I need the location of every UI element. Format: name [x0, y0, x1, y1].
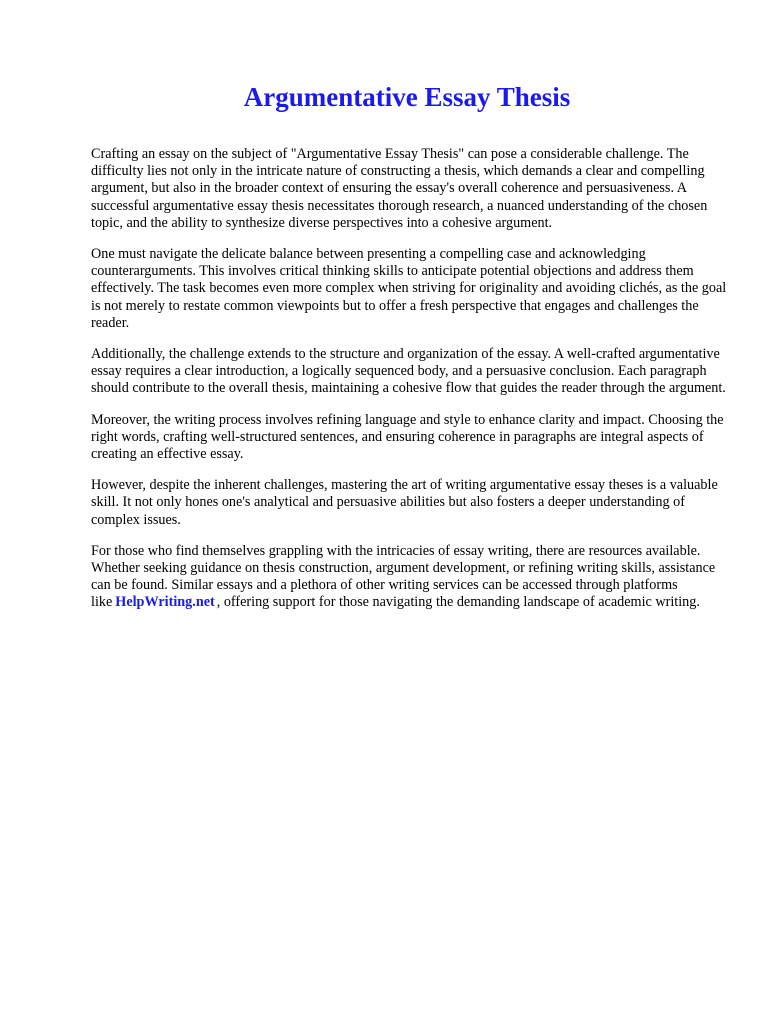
paragraph-intro: Crafting an essay on the subject of "Argumentative Essay Thesis" can pose a considerable challenge. The difficulty lies not only in the intricate nature of constructing a thesis, which demands a clear and compelling argument, but also in the broader context of ensuring the essay's overall coherence and persuasiveness. A successful argumentative essay thesis necessitates thorough research, a nuanced understanding of the chosen topic, and the ability to synthesize diverse perspectives into a cohesive argument.: [91, 146, 708, 231]
paragraph-structure: Additionally, the challenge extends to the structure and organization of the essay. A well-crafted argumentative essay requires a clear introduction, a logically sequenced body, and a persuasive conclusion. Each paragraph should contribute to the overall thesis, maintaining a cohesive flow that guides the reader through the argument.: [91, 346, 726, 397]
document-body: [91, 146, 731, 626]
paragraph-skill-value: However, despite the inherent challenges, mastering the art of writing argumentative essay theses is a valuable skill. It not only hones one's analytical and persuasive abilities but also fosters a deeper understanding of complex issues.: [91, 477, 718, 528]
paragraph-resources: [91, 543, 731, 612]
page-title: Argumentative Essay Thesis: [243, 82, 571, 112]
resources-text-before-link: For those who find themselves grappling with the intricacies of essay writing, there are resources available. Whether seeking guidance on thesis construction, argument development, or refining writing skills, assistance can be found. Similar essays and a plethora of other writing services can be accessed through platforms like: [91, 542, 716, 611]
resources-text-after-link: , offering support for those navigating the demanding landscape of academic writing.: [216, 594, 700, 611]
paragraph-counterarguments: One must navigate the delicate balance between presenting a compelling case and acknowledging counterarguments. This involves critical thinking skills to anticipate potential objections and address them effectively. The task becomes even more complex when striving for originality and avoiding clichés, as the goal is not merely to restate common viewpoints but to offer a fresh perspective that engages and challenges the reader.: [91, 246, 727, 331]
paragraph-writing-process: Moreover, the writing process involves refining language and style to enhance clarity and impact. Choosing the right words, crafting well-structured sentences, and ensuring coherence in paragraphs are integral aspects of creating an effective essay.: [91, 411, 724, 463]
helpwriting-link[interactable]: HelpWriting.net: [115, 594, 215, 611]
